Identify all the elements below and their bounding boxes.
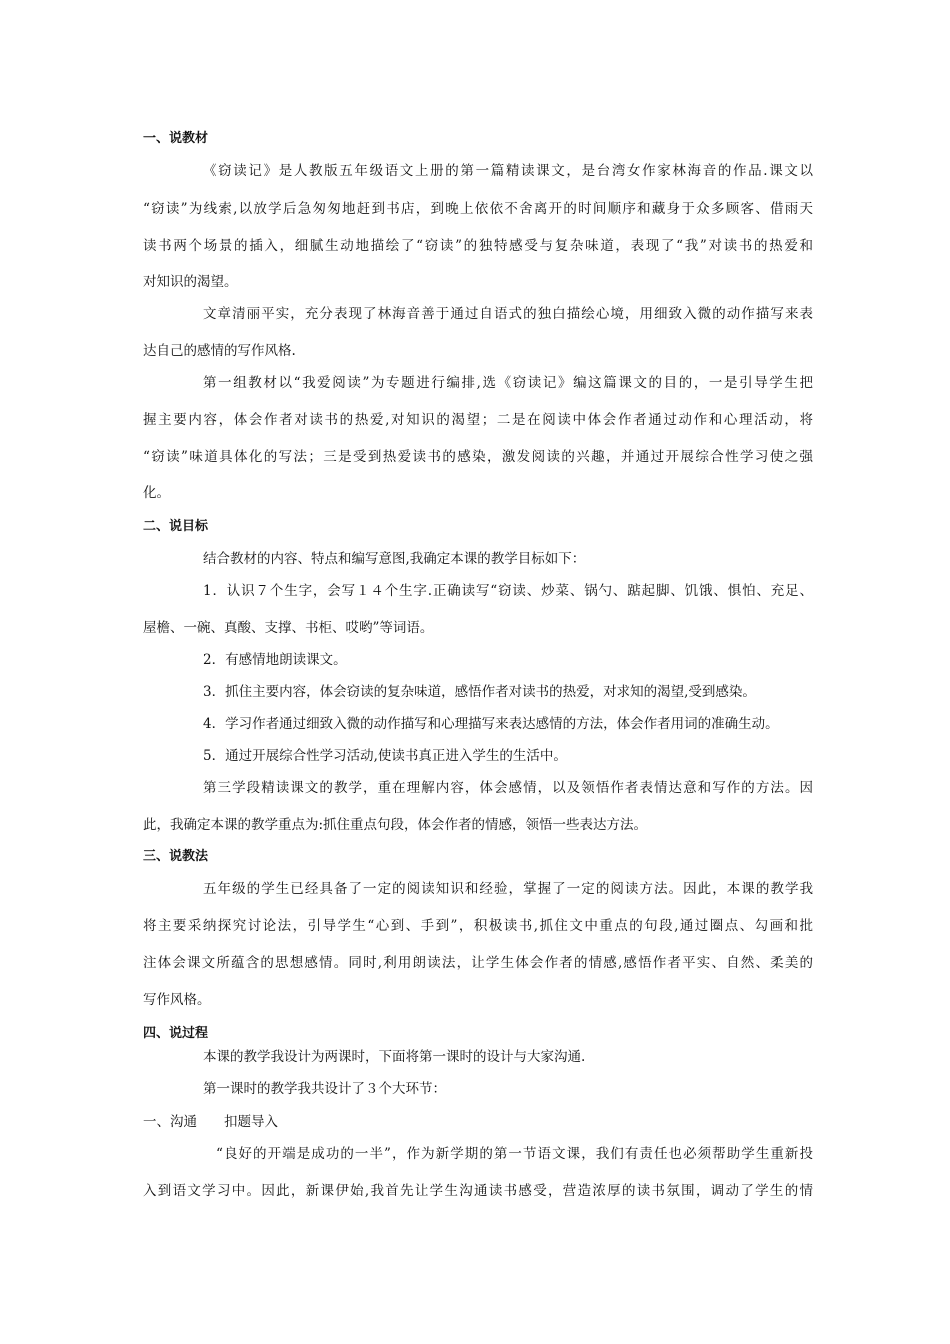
paragraph-line: “窃读”味道具体化的写法；三是受到热爱读书的感染，激发阅读的兴趣，并通过开展综合性学习使之强 [143,449,813,465]
paragraph-line: 写作风格。 [143,992,211,1008]
paragraph-line: 本课的教学我设计为两课时，下面将第一课时的设计与大家沟通. [203,1049,586,1065]
goal-item: 2．有感情地朗读课文。 [203,652,347,668]
goal-item: 5．通过开展综合性学习活动,使读书真正进入学生的生活中。 [203,748,567,764]
goal-item: 3．抓住主要内容，体会窃读的复杂味道，感悟作者对读书的热爱，对求知的渴望,受到感染。 [203,684,756,700]
section-heading-goals: 二、说目标 [143,519,209,534]
goal-item-continued: 屋檐、一碗、真酸、支撑、书柜、哎哟”等词语。 [143,620,434,636]
paragraph-line: 第一组教材以“我爱阅读”为专题进行编排,选《窃读记》编这篇课文的目的，一是引导学生把 [203,375,813,391]
goal-item: 4．学习作者通过细致入微的动作描写和心理描写来表达感情的方法，体会作者用词的准确生动。 [203,716,779,732]
paragraph-line: 达自己的感情的写作风格. [143,343,296,359]
paragraph-line: 入到语文学习中。因此，新课伊始,我首先让学生沟通读书感受，营造浓厚的读书氛围，调动了学生的情 [143,1183,813,1199]
paragraph-line: 《窃读记》是人教版五年级语文上册的第一篇精读课文，是台湾女作家林海音的作品.课文以 [203,163,813,179]
paragraph-line: 文章清丽平实，充分表现了林海音善于通过自语式的独白描绘心境，用细致入微的动作描写来表 [203,306,813,322]
paragraph-line: “窃读”为线索,以放学后急匆匆地赶到书店，到晚上依依不舍离开的时间顺序和藏身于众多顾客、借雨天 [143,201,813,217]
paragraph-line: 化。 [143,485,170,501]
paragraph-line: 注体会课文所蕴含的思想感情。同时,利用朗读法，让学生体会作者的情感,感悟作者平实、自然、柔美的 [143,955,813,971]
paragraph-line: 第一课时的教学我共设计了３个大环节： [203,1081,446,1097]
paragraph-line: 对知识的渴望。 [143,274,238,290]
section-heading-methods: 三、说教法 [143,849,209,864]
section-heading-process: 四、说过程 [143,1026,209,1041]
paragraph-line: 握主要内容，体会作者对读书的热爱,对知识的渴望；二是在阅读中体会作者通过动作和心理活动，将 [143,412,813,428]
paragraph-line: 第三学段精读课文的教学，重在理解内容，体会感情，以及领悟作者表情达意和写作的方法。因 [203,780,813,796]
paragraph-line: 结合教材的内容、特点和编写意图,我确定本课的教学目标如下： [203,551,586,567]
step-heading: 一、沟通 扣题导入 [143,1114,278,1130]
paragraph-line: 读书两个场景的插入，细腻生动地描绘了“窃读”的独特感受与复杂味道，表现了“我”对读书的热爱和 [143,238,813,254]
paragraph-line: 五年级的学生已经具备了一定的阅读知识和经验，掌握了一定的阅读方法。因此，本课的教学我 [203,881,813,897]
paragraph-line: “良好的开端是成功的一半”，作为新学期的第一节语文课，我们有责任也必须帮助学生重新投 [216,1146,813,1162]
goal-item: 1．认识７个生字，会写１４个生字.正确读写“窃读、炒菜、锅勺、踮起脚、饥饿、惧怕、充足、 [203,583,813,599]
paragraph-line: 将主要采纳探究讨论法，引导学生“心到、手到”，积极读书,抓住文中重点的句段,通过圈点、勾画和批 [143,918,813,934]
section-heading-materials: 一、说教材 [143,131,209,146]
paragraph-line: 此，我确定本课的教学重点为:抓住重点句段，体会作者的情感，领悟一些表达方法。 [143,817,648,833]
